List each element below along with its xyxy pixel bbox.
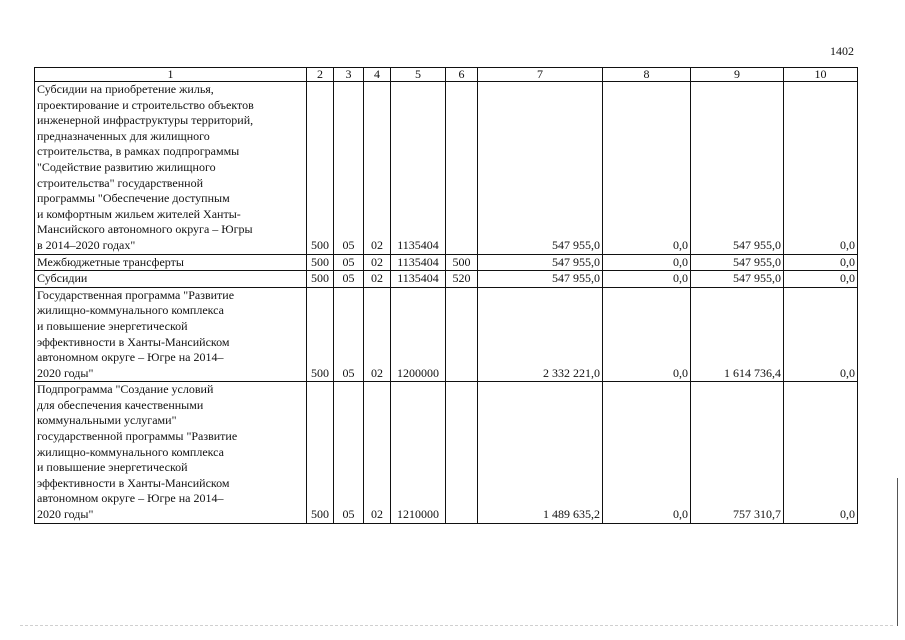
column-header-7: 7 [478,68,603,82]
ministry-code: 500 [307,287,334,382]
expense-type-code [446,382,478,523]
column-header-2: 2 [307,68,334,82]
row-description: Подпрограмма "Создание условий для обеспечения качественными коммунальными услугами" государственной программы "Развитие жилищно-коммунального комплекса и повышение энергетической эффективности в Ханты-Мансийском автономном округе – Югре на 2014– 2020 годы" [35,382,307,523]
target-article-code: 1210000 [391,382,446,523]
amount-col-7: 2 332 221,0 [478,287,603,382]
target-article-code: 1135404 [391,82,446,255]
page-number: 1402 [830,44,854,58]
ministry-code: 500 [307,382,334,523]
section-code: 05 [334,254,364,271]
amount-col-8: 0,0 [603,271,691,288]
row-description: Государственная программа "Развитие жилищно-коммунального комплекса и повышение энергетической эффективности в Ханты-Мансийском автономном округе – Югре на 2014– 2020 годы" [35,287,307,382]
amount-col-10: 0,0 [784,82,858,255]
header-row [35,68,858,82]
expense-type-code [446,82,478,255]
ministry-code: 500 [307,254,334,271]
ministry-code: 500 [307,271,334,288]
target-article-code: 1135404 [391,271,446,288]
amount-col-7: 547 955,0 [478,254,603,271]
subsection-code: 02 [364,82,391,255]
budget-table [34,67,858,524]
column-header-10: 10 [784,68,858,82]
column-header-5: 5 [391,68,446,82]
expense-type-code: 520 [446,271,478,288]
amount-col-10: 0,0 [784,382,858,523]
column-header-9: 9 [691,68,784,82]
column-header-1: 1 [35,68,307,82]
target-article-code: 1135404 [391,254,446,271]
section-code: 05 [334,82,364,255]
amount-col-9: 547 955,0 [691,82,784,255]
table-row [35,271,858,288]
column-header-3: 3 [334,68,364,82]
row-description: Межбюджетные трансферты [35,254,307,271]
expense-type-code [446,287,478,382]
scan-edge-line [897,478,898,626]
amount-col-9: 1 614 736,4 [691,287,784,382]
amount-col-7: 1 489 635,2 [478,382,603,523]
amount-col-9: 547 955,0 [691,271,784,288]
amount-col-8: 0,0 [603,254,691,271]
subsection-code: 02 [364,287,391,382]
table-row [35,82,858,255]
section-code: 05 [334,287,364,382]
scan-artifact-line [20,625,893,626]
amount-col-8: 0,0 [603,382,691,523]
amount-col-8: 0,0 [603,82,691,255]
amount-col-9: 547 955,0 [691,254,784,271]
subsection-code: 02 [364,382,391,523]
table-row [35,254,858,271]
subsection-code: 02 [364,254,391,271]
amount-col-9: 757 310,7 [691,382,784,523]
column-header-6: 6 [446,68,478,82]
row-description: Субсидии на приобретение жилья, проектирование и строительство объектов инженерной инфраструктуры территорий, предназначенных для жилищного строительства, в рамках подпрограммы "Содействие развитию жилищного строительства" государственной программы "Обеспечение доступным и комфортным жильем жителей Ханты- Мансийского автономного округа – Югры в 2014–2020 годах" [35,82,307,255]
expense-type-code: 500 [446,254,478,271]
column-header-4: 4 [364,68,391,82]
amount-col-10: 0,0 [784,287,858,382]
table-row [35,382,858,523]
row-description: Субсидии [35,271,307,288]
amount-col-10: 0,0 [784,271,858,288]
target-article-code: 1200000 [391,287,446,382]
section-code: 05 [334,382,364,523]
amount-col-7: 547 955,0 [478,82,603,255]
amount-col-8: 0,0 [603,287,691,382]
table-row [35,287,858,382]
section-code: 05 [334,271,364,288]
column-header-8: 8 [603,68,691,82]
amount-col-10: 0,0 [784,254,858,271]
subsection-code: 02 [364,271,391,288]
amount-col-7: 547 955,0 [478,271,603,288]
ministry-code: 500 [307,82,334,255]
